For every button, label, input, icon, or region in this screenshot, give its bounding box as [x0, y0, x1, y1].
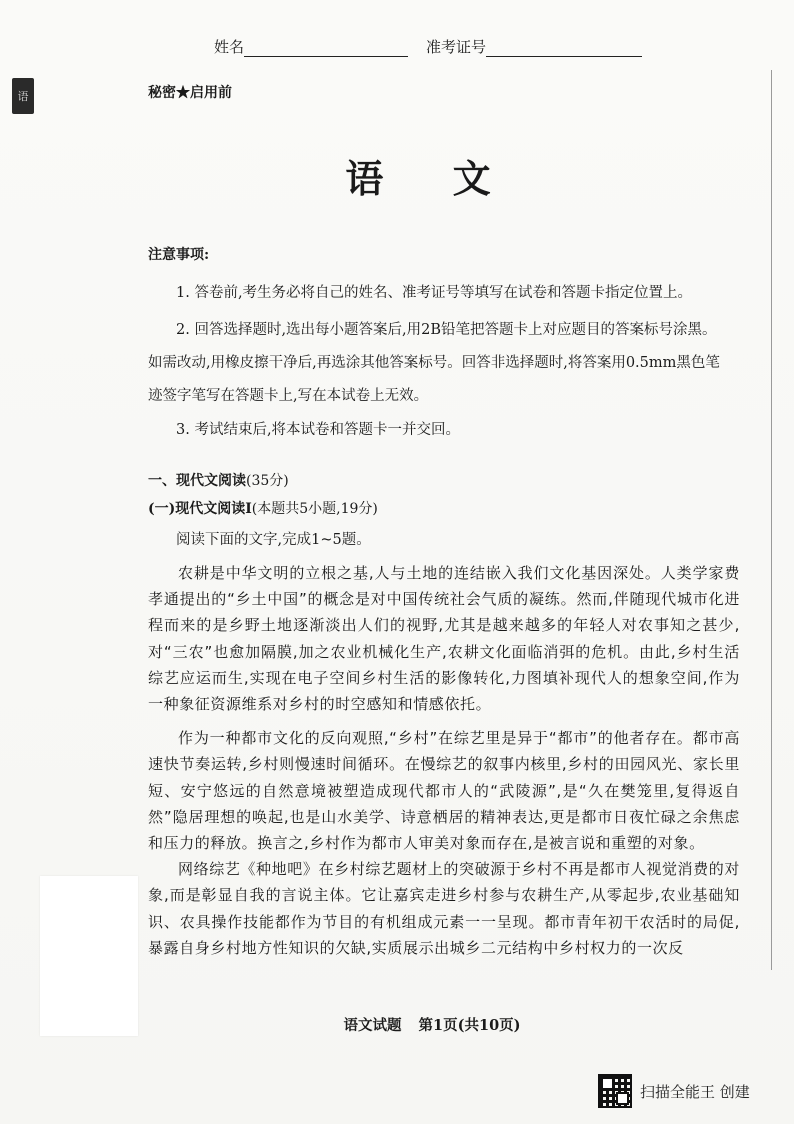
side-tab-label: 语: [17, 90, 29, 103]
watermark-text: 扫描全能王 创建: [640, 1082, 750, 1101]
reading-passage: [148, 560, 740, 961]
reading-instruction: 阅读下面的文字,完成1~5题。: [176, 532, 371, 548]
notice-text: 1. 答卷前,考生务必将自己的姓名、准考证号等填写在试卷和答题卡指定位置上。: [176, 285, 693, 301]
name-label: 姓名: [214, 38, 245, 56]
page-footer: [0, 1014, 794, 1035]
notice-item-3: [148, 417, 728, 443]
subsection-title: (一)现代文阅读Ⅰ: [148, 501, 252, 517]
notice-title: 注意事项:: [148, 247, 210, 263]
subsection-detail: (本题共5小题,19分): [251, 501, 378, 517]
name-blank[interactable]: [244, 42, 408, 57]
scanner-watermark: [598, 1074, 750, 1108]
side-tab: [12, 78, 34, 114]
section-title: 一、现代文阅读: [148, 473, 246, 489]
page-title: 语 文: [345, 156, 519, 201]
passage-paragraph: 网络综艺《种地吧》在乡村综艺题材上的突破源于乡村不再是都市人视觉消费的对象,而是彰显自我的言说主体。它让嘉宾走进乡村参与农耕生产,从零起步,农业基础知识、农具操作技能都作为节目的有机组成元素一一呈现。都市青年初干农活时的局促,暴露自身乡村地方性知识的欠缺,实质展示出城乡二元结构中乡村权力的一次反: [148, 860, 740, 957]
ticket-number-blank[interactable]: [486, 42, 642, 57]
notice-text: 2. 回答选择题时,选出每小题答案后,用2B铅笔把答题卡上对应题目的答案标号涂黑。如需改动,用橡皮擦干净后,再选涂其他答案标号。回答非选择题时,将答案用0.5mm黑色笔迹签字笔写在答题卡上,写在本试卷上无效。: [148, 322, 720, 404]
passage-paragraph: 作为一种都市文化的反向观照,“乡村”在综艺里是异于“都市”的他者存在。都市高速快节奏运转,乡村则慢速时间循环。在慢综艺的叙事内核里,乡村的田园风光、家长里短、安宁悠远的自然意境被塑造成现代都市人的“武陵源”,是“久在樊笼里,复得返自然”隐居理想的唤起,也是山水美学、诗意栖居的精神表达,更是都市日夜忙碌之余焦虑和压力的释放。换言之,乡村作为都市人审美对象而存在,是被言说和重塑的对象。: [148, 729, 740, 853]
subsection-heading: [148, 498, 378, 518]
secret-label: 秘密★启用前: [148, 85, 232, 101]
section-score: (35分): [246, 473, 289, 489]
ticket-number-label: 准考证号: [426, 38, 487, 56]
notice-text: 3. 考试结束后,将本试卷和答题卡一并交回。: [176, 422, 461, 438]
section-heading: [148, 470, 289, 490]
paper-patch: [40, 876, 138, 1036]
footer-subject: 语文试题: [343, 1017, 402, 1034]
candidate-info-row: [214, 36, 642, 57]
qr-code-icon: [598, 1074, 632, 1108]
page-edge-line: [771, 70, 772, 970]
notice-item-1: [148, 280, 728, 306]
notice-item-2: [148, 314, 728, 413]
footer-page: 第1页(共10页): [418, 1017, 521, 1034]
passage-paragraph: 农耕是中华文明的立根之基,人与土地的连结嵌入我们文化基因深处。人类学家费孝通提出的“乡土中国”的概念是对中国传统社会气质的凝练。然而,伴随现代城市化进程而来的是乡野土地逐渐淡出人们的视野,尤其是越来越多的年轻人对农事知之甚少,对“三农”也愈加隔膜,加之农业机械化生产,农耕文化面临消弭的危机。由此,乡村生活综艺应运而生,实现在电子空间乡村生活的影像转化,力图填补现代人的想象空间,作为一种象征资源维系对乡村的时空感知和情感依托。: [148, 564, 740, 714]
